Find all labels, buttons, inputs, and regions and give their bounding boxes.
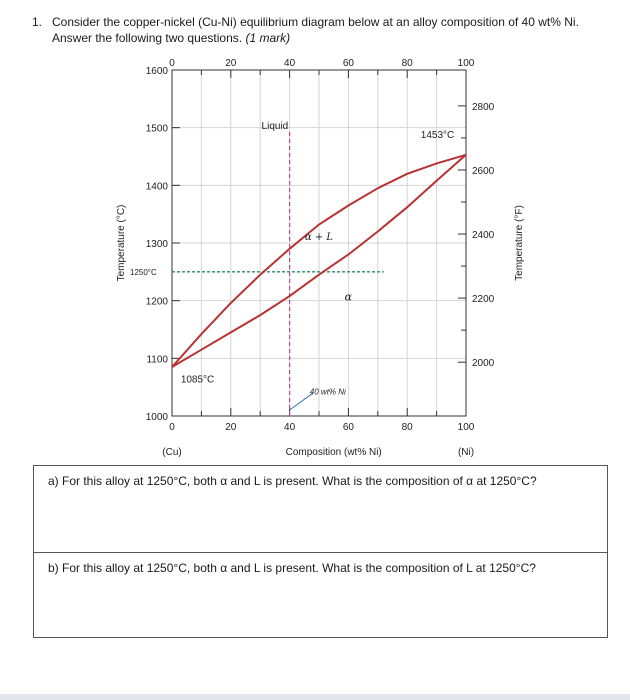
left-tick-label: 1500 <box>145 123 168 135</box>
ni-melting-label: 1453°C <box>420 130 455 142</box>
right-axis-label: Temperature (°F) <box>514 205 525 281</box>
left-tick-label: 1600 <box>145 66 168 77</box>
top-tick-label: 100 <box>457 58 475 69</box>
bottom-tick-label: 80 <box>401 422 413 433</box>
top-tick-label: 80 <box>401 58 413 69</box>
bottom-tick-label: 100 <box>457 422 475 433</box>
bottom-tick-label: 20 <box>225 422 237 433</box>
answer-box-b[interactable] <box>33 552 608 638</box>
diagram-labels <box>116 121 525 458</box>
alpha-region-label: α <box>344 290 353 304</box>
right-tick-label: 2200 <box>472 294 495 306</box>
left-axis-label: Temperature (°C) <box>116 204 127 282</box>
top-tick-label: 40 <box>284 58 296 69</box>
top-tick-label: 60 <box>342 58 354 69</box>
right-tick-label: 2400 <box>472 230 495 242</box>
left-tick-label: 1100 <box>146 354 168 366</box>
answer-box-a[interactable] <box>33 465 608 553</box>
isotherm-label: 1250°C <box>130 267 157 277</box>
right-tick-label: 2800 <box>472 101 495 113</box>
bottom-tick-label: 0 <box>169 422 175 433</box>
left-tick-label: 1400 <box>145 181 168 193</box>
ni-end-label: (Ni) <box>457 447 475 458</box>
left-tick-label: 1000 <box>145 412 168 423</box>
x-axis-label: Composition (wt% Ni) <box>285 447 382 458</box>
cu-melting-label: 1085°C <box>180 374 215 386</box>
question-line-2: Answer the following two questions. <box>52 31 243 45</box>
left-tick-label: 1300 <box>145 239 168 250</box>
two-phase-label: α + L <box>304 232 334 244</box>
right-tick-label: 2000 <box>472 358 495 370</box>
question-number: 1. <box>32 15 43 29</box>
cu-end-label: (Cu) <box>162 447 182 458</box>
liquid-region-label: Liquid <box>261 120 289 132</box>
composition-40-label: 40 wt% Ni <box>309 387 346 397</box>
top-tick-label: 0 <box>169 58 175 69</box>
bottom-tick-label: 40 <box>284 422 296 433</box>
right-tick-label: 2600 <box>472 165 495 177</box>
part-a-question: a) For this alloy at 1250°C, both α and L is present. What is the composition of α at 1250°C? <box>48 474 537 488</box>
question-marks: (1 mark) <box>245 31 291 45</box>
question-line-1: Consider the copper-nickel (Cu-Ni) equilibrium diagram below at an alloy composition of 40 wt% Ni. <box>52 15 579 29</box>
bottom-tick-label: 60 <box>342 422 354 433</box>
page-bottom-bar <box>0 694 630 700</box>
left-tick-label: 1200 <box>145 296 168 308</box>
part-b-question: b) For this alloy at 1250°C, both α and L is present. What is the composition of L at 1250°C? <box>48 561 536 575</box>
top-tick-label: 20 <box>225 58 237 69</box>
